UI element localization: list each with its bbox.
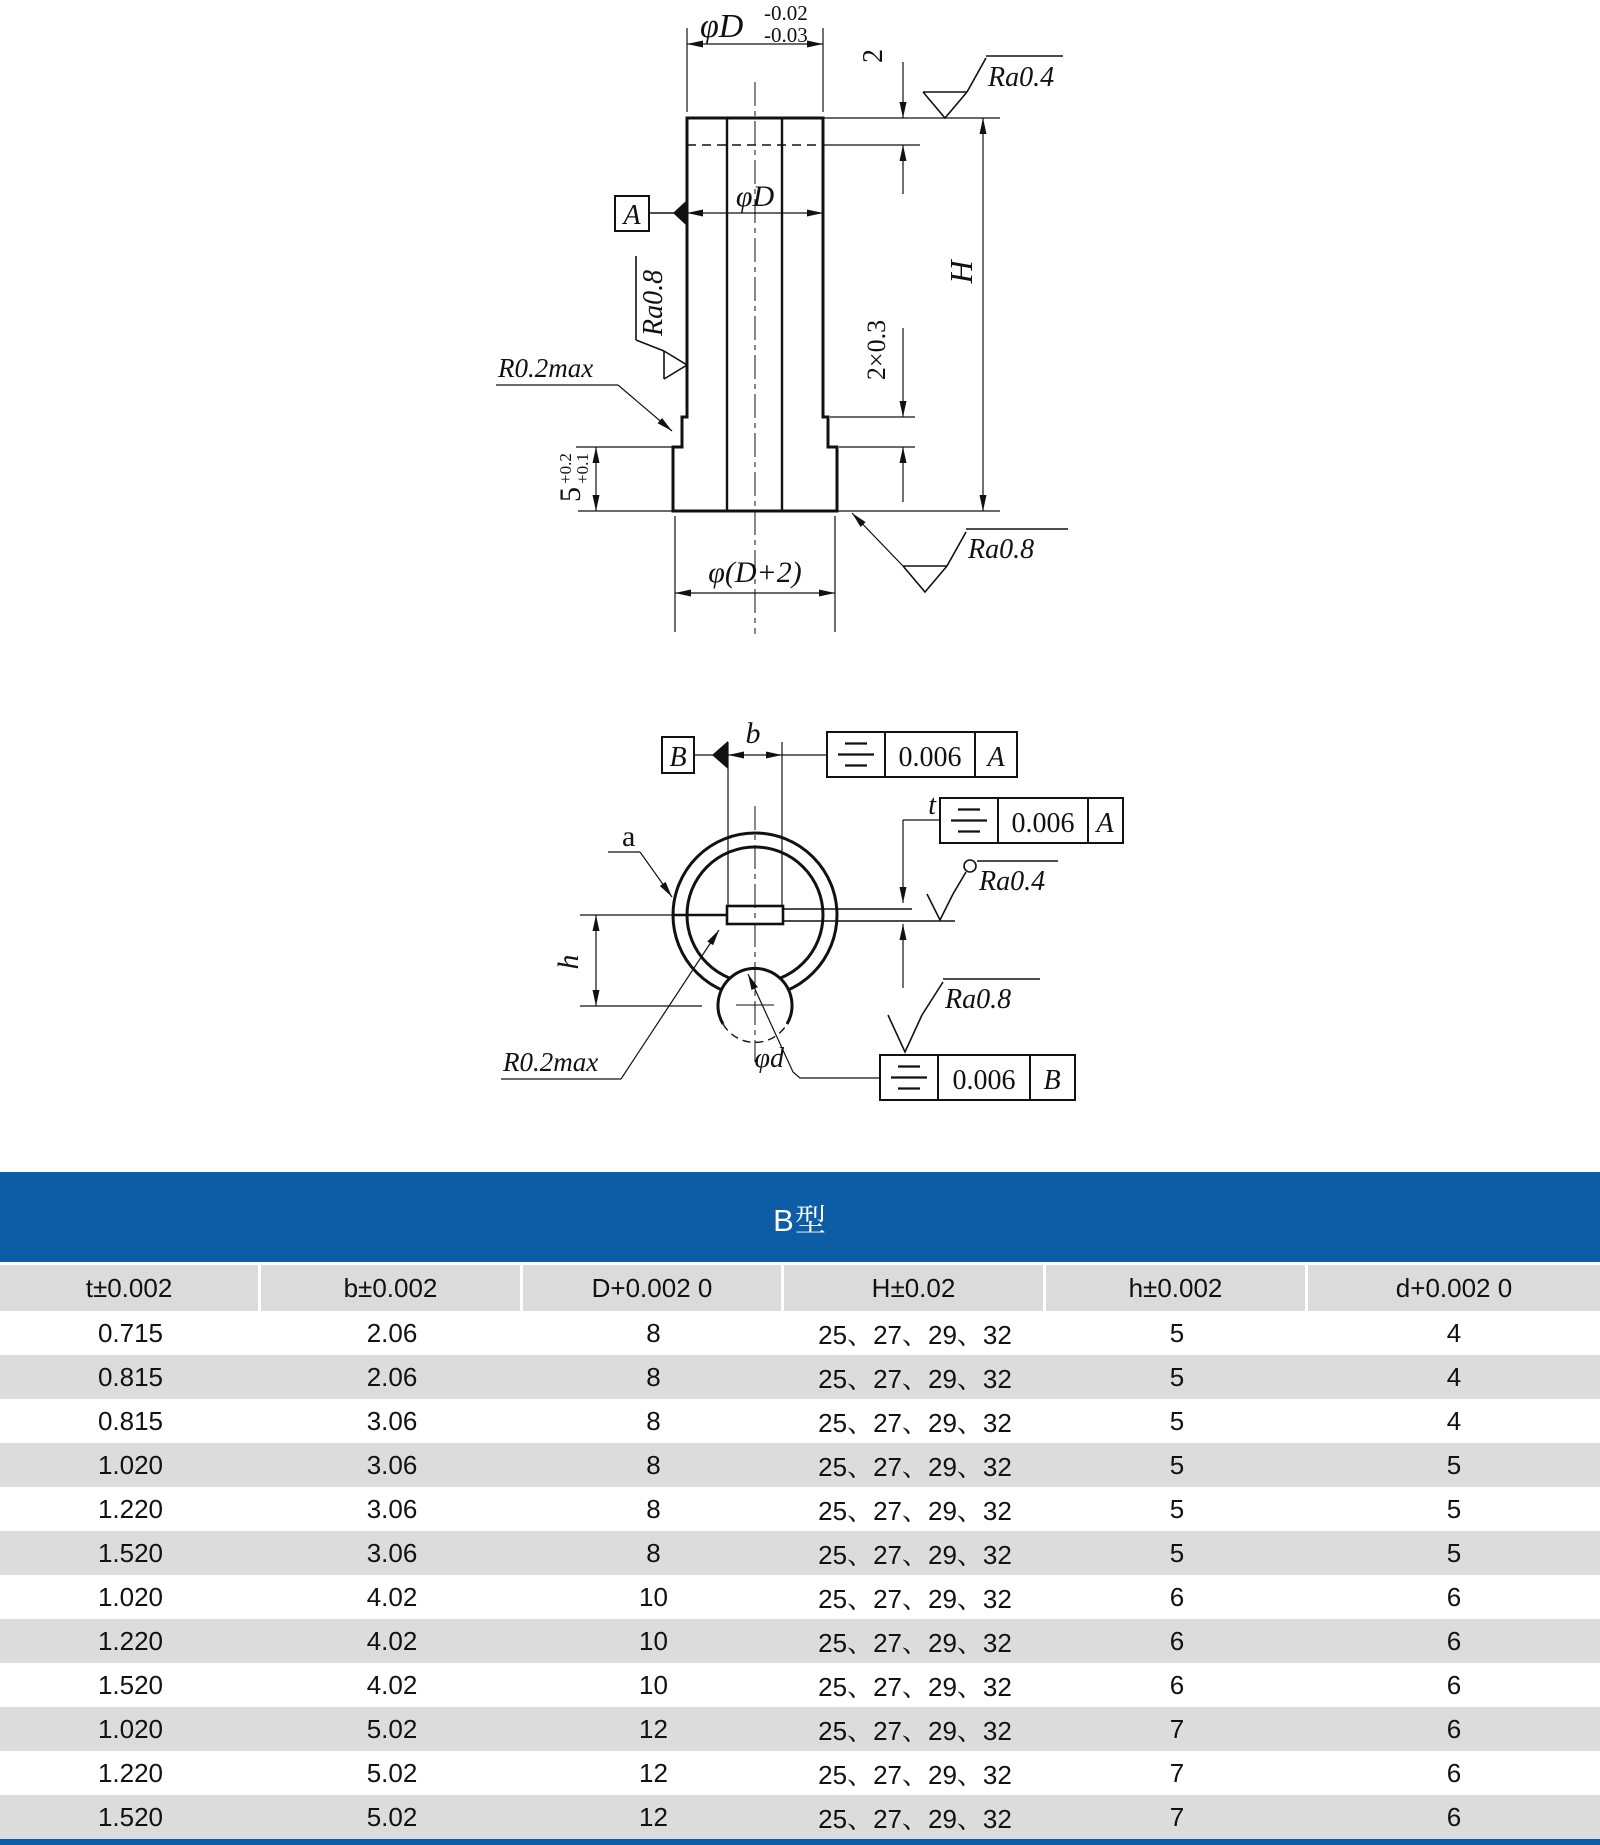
table-cell: 3.06 [366,1537,418,1568]
table-cell: 1.520 [97,1669,164,1700]
radius-note-front [496,353,672,431]
table-cell: 7 [1169,1713,1185,1744]
dim-flange-5-label: 5 [554,487,587,502]
fcf3-datum: B [1043,1065,1061,1096]
table-cell: 6 [1446,1669,1462,1700]
table-cell: 1.020 [97,1449,164,1480]
dim-groove-label: 2×0.3 [862,319,891,381]
table-cell: 7 [1169,1801,1185,1832]
label-a-text: a [622,820,636,853]
table-cell: 7 [1169,1757,1185,1788]
table-title: B型 [0,1172,1600,1262]
radius-note-top-label: R0.2max [503,1047,599,1077]
table-row [0,1751,1600,1795]
table-cell: 8 [646,1493,661,1524]
front-view [673,82,837,634]
table-cell: 4.02 [366,1581,418,1612]
table-cell: 5 [1169,1405,1185,1436]
table-cell: 4 [1446,1405,1462,1436]
table-row [0,1355,1600,1399]
table-cell: 1.520 [97,1537,164,1568]
table-cell: 6 [1169,1581,1185,1612]
table-cell: 12 [639,1713,668,1744]
table-row [0,1531,1600,1575]
roughness-ra08-left [636,256,687,379]
table-cell: 3.06 [366,1493,418,1524]
table-cell: 1.220 [97,1625,164,1656]
datum-a-triangle [673,200,687,226]
roughness-ra04-top [923,56,1063,118]
table-row [0,1795,1600,1839]
header-cell: h±0.002 [1046,1265,1308,1311]
radius-note-front-label: R0.2max [498,353,594,383]
top-view [673,806,955,1062]
table-cell: 10 [639,1625,668,1656]
table-cell: 0.715 [97,1317,164,1348]
header-cell: b±0.002 [261,1265,523,1311]
roughness-ra04-top-label: Ra0.4 [988,62,1055,93]
table-cell: 6 [1446,1801,1462,1832]
dim-h [552,915,702,1006]
table-cell: 5.02 [366,1757,418,1788]
table-cell: 10 [639,1669,668,1700]
table-cell: 1.020 [97,1713,164,1744]
table-cell: 4 [1446,1361,1462,1392]
dim-flange-5-tol-upper: +0.2 [556,453,575,484]
table-cell: 12 [639,1757,668,1788]
table-cell: 8 [646,1537,661,1568]
table-row [0,1707,1600,1751]
table-cell: 5.02 [366,1713,418,1744]
table-cell: 1.220 [97,1757,164,1788]
table-cell: 5 [1446,1537,1462,1568]
table-cell: 3.06 [366,1449,418,1480]
header-cell: H±0.02 [784,1265,1046,1311]
table-cell: 10 [639,1581,668,1612]
roughness-ra04-slot-label: Ra0.4 [979,866,1046,897]
roughness-ra08-bottom-label: Ra0.8 [968,534,1035,565]
table-row [0,1575,1600,1619]
header-cell: D+0.002 0 [523,1265,784,1311]
table-bottom-bar [0,1839,1600,1845]
table-cell: 5 [1446,1449,1462,1480]
table-cell: 1.220 [97,1493,164,1524]
dim-phiD-top-label: φD [700,8,744,45]
table-cell: 6 [1169,1669,1185,1700]
symmetry-icon [838,744,874,766]
table-cell: 8 [646,1449,661,1480]
table-cell: 5.02 [366,1801,418,1832]
dim-phid-label: φd [754,1043,784,1074]
datum-a [615,196,687,231]
table-header-row [0,1265,1600,1311]
table-cell: 25、27、29、32 [818,1583,1012,1614]
spec-table [0,1172,1600,1845]
symmetry-icon [891,1067,927,1089]
dim-h-label: h [552,954,585,970]
table-cell: 5 [1169,1317,1185,1348]
table-cell: 25、27、29、32 [818,1715,1012,1746]
table-row [0,1663,1600,1707]
table-cell: 25、27、29、32 [818,1407,1012,1438]
dim-phiD2-label: φ(D+2) [708,556,802,589]
table-cell: 2.06 [366,1317,418,1348]
datum-a-label: A [623,200,641,231]
table-cell: 1.020 [97,1581,164,1612]
table-cell: 25、27、29、32 [818,1495,1012,1526]
table-cell: 5 [1169,1361,1185,1392]
table-row [0,1619,1600,1663]
table-cell: 8 [646,1361,661,1392]
dim-t-label: t [928,790,936,821]
roughness-ra08-left-label: Ra0.8 [638,269,669,336]
table-cell: 8 [646,1405,661,1436]
dim-phiD-top-tol-upper: -0.02 [764,1,808,25]
dim-b-label: b [745,717,761,750]
table-cell: 25、27、29、32 [818,1363,1012,1394]
table-body [0,1311,1600,1839]
fcf1-datum: A [987,742,1005,773]
table-cell: 25、27、29、32 [818,1539,1012,1570]
table-cell: 25、27、29、32 [818,1451,1012,1482]
table-cell: 6 [1446,1757,1462,1788]
table-cell: 5 [1169,1537,1185,1568]
table-cell: 4.02 [366,1625,418,1656]
table-cell: 25、27、29、32 [818,1319,1012,1350]
table-row [0,1487,1600,1531]
datum-b-label: B [669,742,687,773]
table-cell: 5 [1169,1493,1185,1524]
table-cell: 0.815 [97,1361,164,1392]
fcf1-tolerance: 0.006 [898,742,962,773]
table-cell: 0.815 [97,1405,164,1436]
radius-note-top [501,930,719,1079]
table-cell: 6 [1446,1625,1462,1656]
dim-H [837,118,1000,511]
dim-flange-5 [554,447,678,511]
table-cell: 25、27、29、32 [818,1671,1012,1702]
dim-phiD-mid [687,180,823,213]
table-row [0,1443,1600,1487]
dim-depth-2 [823,49,1000,194]
table-row [0,1399,1600,1443]
fcf2-datum: A [1096,808,1114,839]
datum-b-triangle [712,741,728,769]
table-cell: 1.520 [97,1801,164,1832]
dim-flange-5-tol-lower: +0.1 [573,453,592,484]
dim-phiD-mid-label: φD [735,180,775,213]
table-cell: 6 [1169,1625,1185,1656]
table-cell: 3.06 [366,1405,418,1436]
table-cell: 25、27、29、32 [818,1759,1012,1790]
table-cell: 25、27、29、32 [818,1803,1012,1834]
roughness-ra08-hole-label: Ra0.8 [945,984,1012,1015]
roughness-ra04-slot [927,860,1058,920]
table-cell: 5 [1169,1449,1185,1480]
fcf-symmetry-1 [827,732,1017,777]
table-cell: 2.06 [366,1361,418,1392]
table-cell: 8 [646,1317,661,1348]
fcf2-tolerance: 0.006 [1011,808,1075,839]
roughness-ra08-bottom [852,513,1068,592]
table-row [0,1311,1600,1355]
header-cell: d+0.002 0 [1308,1265,1600,1311]
fcf3-tolerance: 0.006 [952,1065,1016,1096]
roughness-ra08-hole [888,979,1040,1052]
dim-depth-2-label: 2 [858,49,889,63]
label-a [608,820,672,897]
datum-b-dim-b [662,717,827,906]
dim-H-label: H [943,260,979,284]
table-cell: 25、27、29、32 [818,1627,1012,1658]
table-cell: 12 [639,1801,668,1832]
header-cell: t±0.002 [0,1265,261,1311]
table-cell: 5 [1446,1493,1462,1524]
table-cell: 4 [1446,1317,1462,1348]
table-cell: 4.02 [366,1669,418,1700]
table-cell: 6 [1446,1581,1462,1612]
symmetry-icon [951,810,987,832]
dim-phiD-top-tol-lower: -0.03 [764,23,808,47]
no-removal-circle-icon [964,860,976,872]
table-cell: 6 [1446,1713,1462,1744]
dim-groove [830,320,915,502]
